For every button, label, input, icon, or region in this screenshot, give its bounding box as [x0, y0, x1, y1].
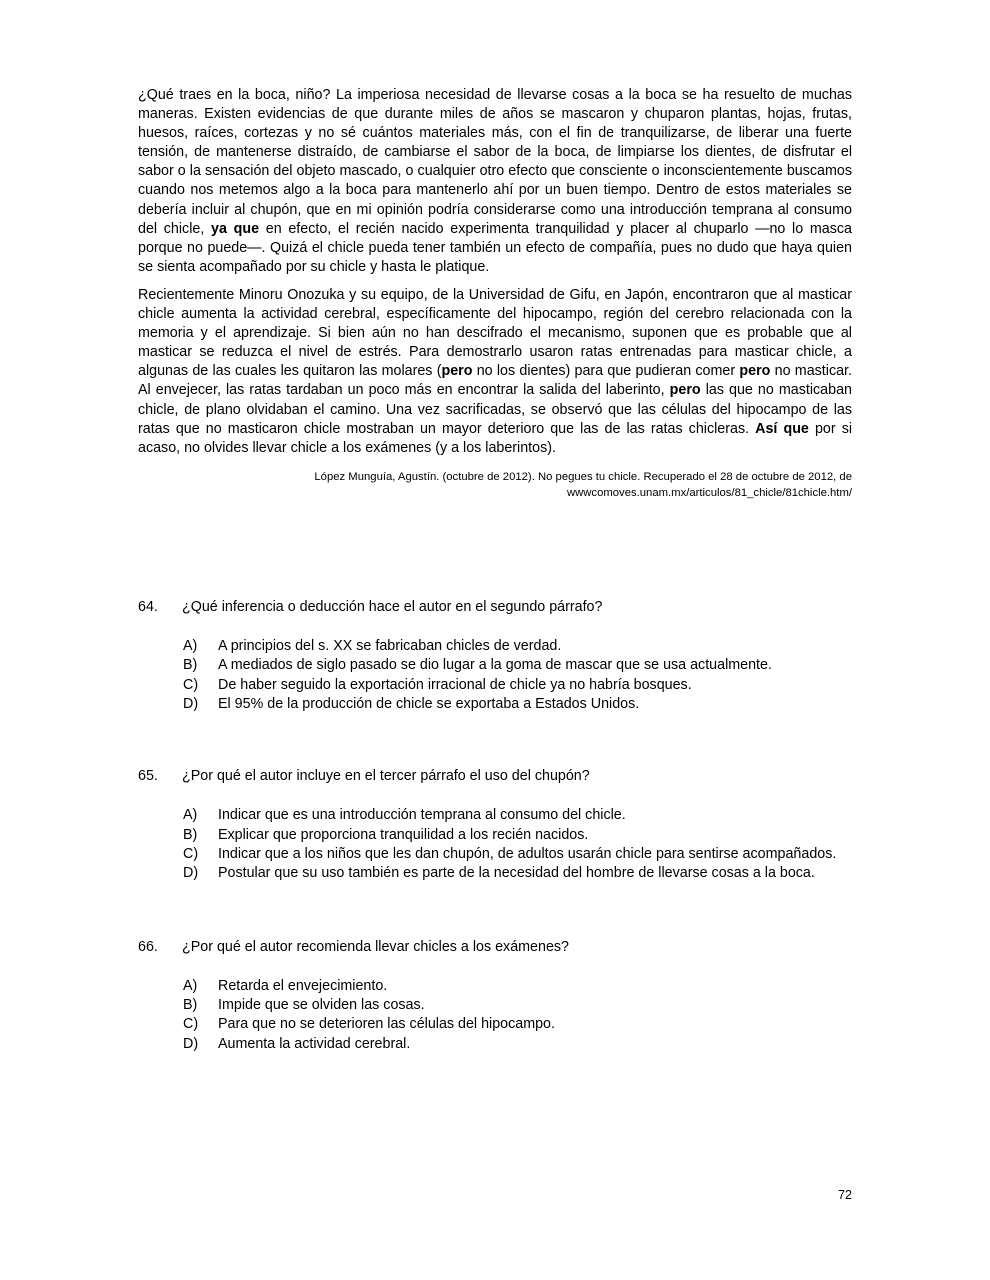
emphasis-text: Así que — [755, 420, 809, 437]
option-text: De haber seguido la exportación irracional de chicle ya no habría bosques. — [218, 676, 692, 693]
option-text: Retarda el envejecimiento. — [218, 977, 388, 994]
answer-options — [183, 637, 852, 714]
option-text: El 95% de la producción de chicle se exportaba a Estados Unidos. — [218, 695, 640, 712]
option-letter: D) — [183, 1035, 199, 1052]
option-text: A principios del s. XX se fabricaban chicles de verdad. — [218, 638, 562, 655]
question-65 — [138, 767, 852, 883]
option-letter: A) — [183, 638, 198, 655]
source-citation — [233, 469, 852, 501]
passage-text: ¿Qué traes en la boca, niño? La imperiosa necesidad de llevarse cosas a la boca se ha resuelto de muchas maneras. Existen evidencias de que durante miles de años se mascaron y chuparon plantas, hojas, frutas, huesos, raíces, cortezas y no sé cuántos materiales más, con el fin de tranquilizarse, de liberar una fuerte tensión, de mantenerse distraído, de cambiarse el sabor de la boca, de limpiarse los dientes, de disfrutar el sabor o la sensación del objeto mascado, o cualquier otro efecto que consciente o inconscientemente buscamos cuando nos metemos algo a la boca para mantenerlo ahí por un buen tiempo. Dentro de estos materiales se debería incluir al chupón, que en mi opinión podría considerarse como una introducción temprana al consumo del chicle, — [138, 87, 852, 237]
answer-option[interactable] — [183, 826, 852, 845]
question-number: 66. — [138, 938, 158, 955]
emphasis-text: pero — [669, 382, 701, 399]
citation-line-1: López Munguía, Agustín. (octubre de 2012). No pegues tu chicle. Recuperado el 28 de octubre de 2012, de — [314, 470, 852, 483]
option-letter: C) — [183, 845, 199, 862]
option-letter: C) — [183, 676, 199, 693]
option-text: Indicar que es una introducción temprana al consumo del chicle. — [218, 807, 626, 824]
answer-option[interactable] — [183, 977, 852, 996]
option-text: Postular que su uso también es parte de la necesidad del hombre de llevarse cosas a la boca. — [218, 865, 815, 882]
reading-passage — [138, 86, 852, 501]
question-number: 65. — [138, 768, 158, 785]
answer-option[interactable] — [183, 806, 852, 825]
option-text: Para que no se deterioren las células del hipocampo. — [218, 1016, 555, 1033]
page-number: 72 — [837, 1188, 852, 1202]
option-letter: B) — [183, 826, 198, 843]
option-text: Explicar que proporciona tranquilidad a los recién nacidos. — [218, 826, 589, 843]
question-stem — [138, 598, 852, 617]
option-letter: B) — [183, 657, 198, 674]
question-number: 64. — [138, 599, 158, 615]
passage-body — [138, 86, 852, 458]
option-letter: A) — [183, 807, 198, 824]
answer-option[interactable] — [183, 1035, 852, 1054]
answer-option[interactable] — [183, 845, 852, 864]
answer-option[interactable] — [183, 864, 852, 883]
option-letter: A) — [183, 977, 198, 994]
paragraph-2 — [138, 286, 852, 458]
answer-option[interactable] — [183, 1015, 852, 1034]
passage-text: no masticar. Al envejecer, las ratas tardaban un poco más en encontrar la salida del laberinto, — [138, 363, 852, 399]
passage-text: no los dientes) para que pudieran comer — [472, 363, 740, 380]
emphasis-text: ya que — [211, 220, 260, 237]
question-64 — [138, 598, 852, 714]
questions-list — [138, 598, 852, 1054]
passage-text: en efecto, el recién nacido experimenta tranquilidad y placer al chuparlo —no lo masca porque no puede—. Quizá el chicle pueda tener también un efecto de compañía, pues no dudo que haya quien se sienta acompañado por su chicle y hasta le platique. — [138, 220, 852, 275]
answer-option[interactable] — [183, 676, 852, 695]
answer-options — [183, 806, 852, 883]
option-text: Aumenta la actividad cerebral. — [218, 1035, 411, 1052]
question-text: ¿Qué inferencia o deducción hace el autor en el segundo párrafo? — [182, 599, 603, 615]
passage-text: por si acaso, no olvides llevar chicle a los exámenes (y a los laberintos). — [138, 420, 853, 456]
option-text: A mediados de siglo pasado se dio lugar a la goma de mascar que se usa actualmente. — [218, 657, 772, 674]
passage-text: las que no masticaban chicle, de plano olvidaban el camino. Una vez sacrificadas, se observó que las células del hipocampo de las ratas que no masticaron chicle mostraban un mayor deterioro que las de las ratas chicleras. — [138, 382, 852, 437]
answer-options — [183, 977, 852, 1054]
answer-option[interactable] — [183, 695, 852, 714]
citation-line-2: wwwcomoves.unam.mx/articulos/81_chicle/81chicle.htm/ — [566, 486, 852, 499]
answer-option[interactable] — [183, 656, 852, 675]
question-text: ¿Por qué el autor incluye en el tercer párrafo el uso del chupón? — [182, 768, 590, 785]
paragraph-1 — [138, 86, 852, 277]
option-letter: D) — [183, 865, 199, 882]
emphasis-text: pero — [441, 363, 473, 380]
answer-option[interactable] — [183, 996, 852, 1015]
option-text: Indicar que a los niños que les dan chupón, de adultos usarán chicle para sentirse acompañados. — [218, 845, 837, 862]
question-66 — [138, 938, 852, 1054]
option-letter: D) — [183, 695, 199, 712]
question-stem — [138, 767, 852, 786]
question-text: ¿Por qué el autor recomienda llevar chicles a los exámenes? — [182, 938, 570, 955]
option-letter: B) — [183, 996, 198, 1013]
passage-text: Recientemente Minoru Onozuka y su equipo, de la Universidad de Gifu, en Japón, encontraron que al masticar chicle aumenta la actividad cerebral, específicamente del hipocampo, región del cerebro relacionada con la memoria y el aprendizaje. Si bien aún no han descifrado el mecanismo, suponen que es probable que al masticar se reduzca el nivel de estrés. Para demostrarlo usaron ratas entrenadas para masticar chicle, a algunas de las cuales les quitaron las molares ( — [138, 286, 852, 380]
option-text: Impide que se olviden las cosas. — [218, 996, 425, 1013]
question-stem — [138, 938, 852, 957]
option-letter: C) — [183, 1016, 199, 1033]
emphasis-text: pero — [739, 363, 771, 380]
answer-option[interactable] — [183, 637, 852, 656]
